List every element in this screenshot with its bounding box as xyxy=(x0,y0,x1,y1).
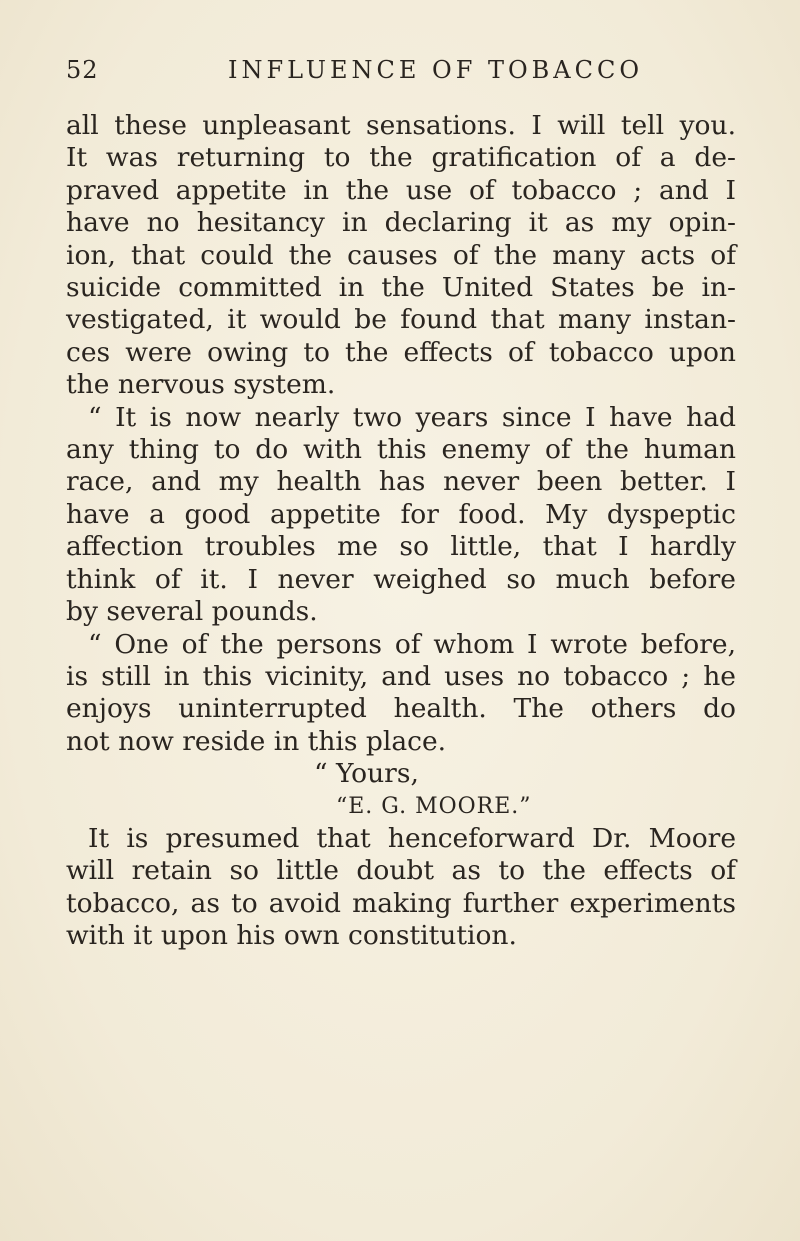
text-line: suicide committed in the United States be in- xyxy=(66,272,736,304)
text-line: enjoys uninterrupted health. The others do xyxy=(66,693,736,725)
text-line: not now reside in this place. xyxy=(66,725,447,757)
text-line: think of it. I never weighed so much before xyxy=(66,563,736,595)
text-line: the nervous system. xyxy=(66,369,336,401)
text-line: is still in this vicinity, and uses no tobacco ; he xyxy=(66,660,736,692)
text-line: will retain so little doubt as to the effects of xyxy=(66,855,736,887)
signature-name: “E. G. MOORE.” xyxy=(336,793,532,819)
page-number: 52 xyxy=(66,56,99,84)
text-line: It was returning to the gratification of a de- xyxy=(66,142,736,174)
text-line: by several pounds. xyxy=(66,596,318,628)
text-line: It is presumed that henceforward Dr. Moore xyxy=(88,822,736,854)
running-head: INFLUENCE OF TOBACCO xyxy=(228,56,644,84)
text-line: ces were owing to the effects of tobacco upon xyxy=(66,336,736,368)
text-line: praved appetite in the use of tobacco ; and I xyxy=(66,174,736,206)
text-line: with it upon his own constitution. xyxy=(66,920,517,952)
text-line: have a good appetite for food. My dyspeptic xyxy=(66,498,736,530)
signature-closing: “ Yours, xyxy=(314,758,419,790)
page-header xyxy=(66,56,740,92)
text-line: all these unpleasant sensations. I will tell you. xyxy=(66,110,736,141)
text-line: ion, that could the causes of the many acts of xyxy=(66,239,736,271)
text-line: any thing to do with this enemy of the human xyxy=(66,434,736,466)
text-line: “ It is now nearly two years since I have had xyxy=(88,401,736,433)
text-line: affection troubles me so little, that I hardly xyxy=(66,531,736,563)
body-text xyxy=(66,110,736,953)
text-line: race, and my health has never been better. I xyxy=(66,466,736,498)
text-line: “ One of the persons of whom I wrote before, xyxy=(88,628,736,660)
text-line: tobacco, as to avoid making further experiments xyxy=(66,887,736,919)
text-line: vestigated, it would be found that many instan- xyxy=(66,304,736,336)
text-line: have no hesitancy in declaring it as my opin- xyxy=(66,207,736,239)
